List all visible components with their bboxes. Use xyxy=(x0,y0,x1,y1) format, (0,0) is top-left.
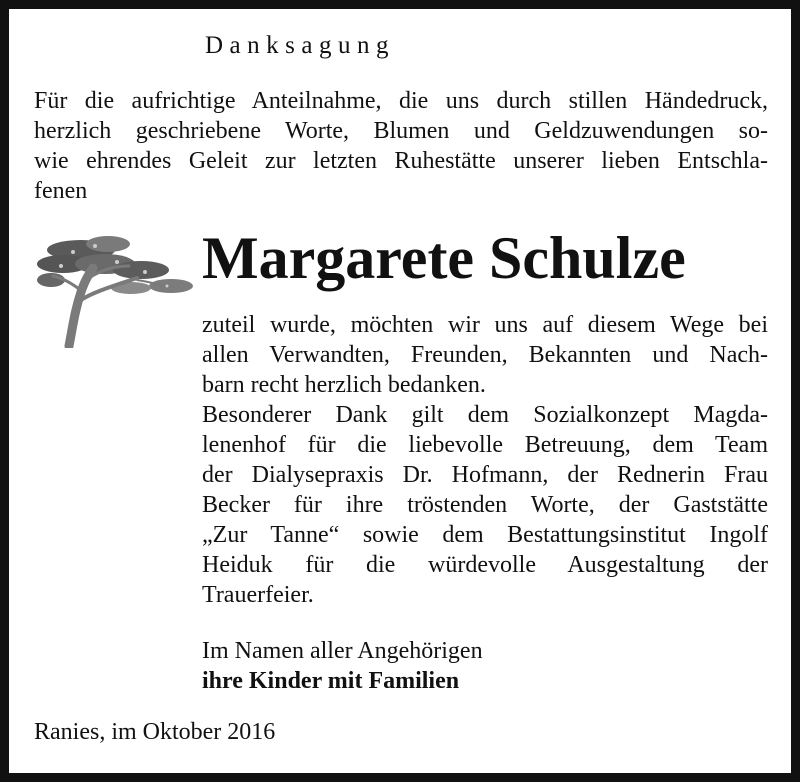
thanks-line: der Dialysepraxis Dr. Hofmann, der Rednerin Frau xyxy=(202,462,768,488)
signature: ihre Kinder mit Familien xyxy=(202,668,460,694)
intro-line: fenen xyxy=(34,178,88,204)
thanks-paragraph xyxy=(202,310,768,610)
thanks-line: Heiduk für die würdevolle Ausgestaltung der xyxy=(202,552,768,578)
thanks-line: allen Verwandten, Freunden, Bekannten und Nach- xyxy=(202,342,768,368)
heading: Danksagung xyxy=(205,32,395,59)
intro-line: herzlich geschriebene Worte, Blumen und Geldzuwendungen so- xyxy=(34,118,768,144)
thanks-line: Trauerfeier. xyxy=(202,582,314,608)
thanks-line: Besonderer Dank gilt dem Sozialkonzept Magda- xyxy=(202,402,768,428)
thanks-line: lenenhof für die liebevolle Betreuung, dem Team xyxy=(202,432,768,458)
intro-line: Für die aufrichtige Anteilnahme, die uns durch stillen Händedruck, xyxy=(34,88,768,114)
regards-line: Im Namen aller Angehörigen xyxy=(202,638,483,664)
thanks-line: Becker für ihre tröstenden Worte, der Gaststätte xyxy=(202,492,768,518)
place-date: Ranies, im Oktober 2016 xyxy=(34,719,276,745)
thanks-line: „Zur Tanne“ sowie dem Bestattungsinstitut Ingolf xyxy=(202,522,768,548)
intro-paragraph xyxy=(34,86,768,206)
thanks-line: zuteil wurde, möchten wir uns auf diesem Wege bei xyxy=(202,312,768,338)
intro-line: wie ehrendes Geleit zur letzten Ruhestätte unserer lieben Entschla- xyxy=(34,148,768,174)
deceased-name: Margarete Schulze xyxy=(202,225,686,291)
thanks-line: barn recht herzlich bedanken. xyxy=(202,372,486,398)
tree-icon xyxy=(33,230,195,348)
